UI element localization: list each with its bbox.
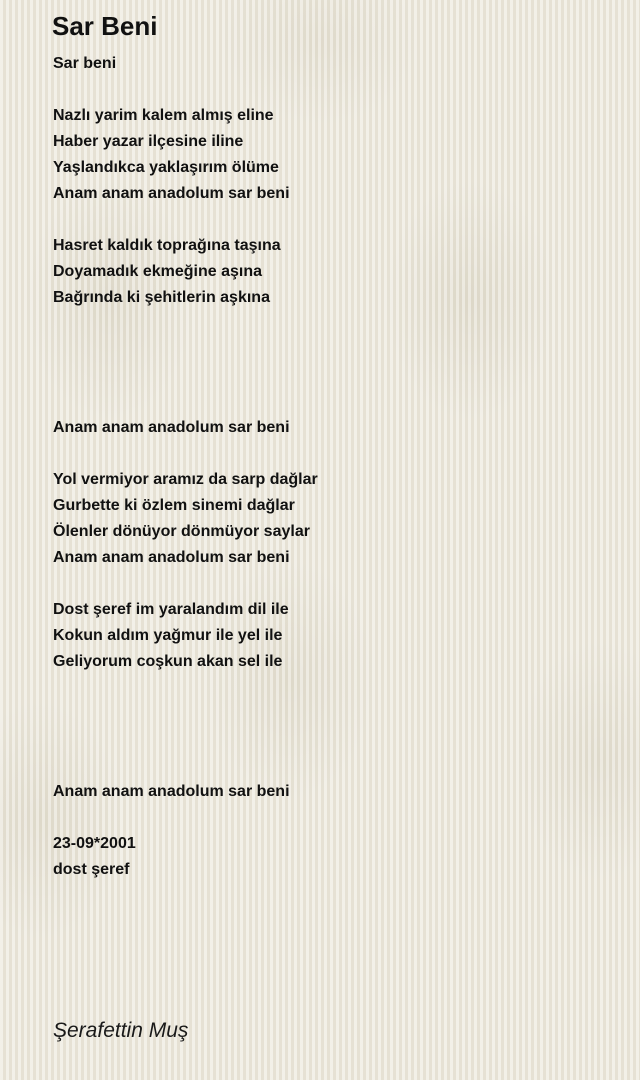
poem-line (53, 753, 613, 779)
poem-line: dost şeref (53, 861, 130, 878)
poem-line (53, 727, 613, 753)
poem-line (53, 337, 613, 363)
poem-line: Gurbette ki özlem sinemi dağlar (53, 497, 295, 514)
poem-line: Yaşlandıkca yaklaşırım ölüme (53, 159, 279, 176)
poem-line: 23-09*2001 (53, 835, 136, 852)
poem-line: Doyamadık ekmeğine aşına (53, 263, 262, 280)
poem-line: Anam anam anadolum sar beni (53, 419, 290, 436)
poem-line (53, 805, 613, 831)
poem-line (53, 441, 613, 467)
poem-line: Yol vermiyor aramız da sarp dağlar (53, 471, 318, 488)
poem-line: Nazlı yarim kalem almış eline (53, 107, 274, 124)
poem-line: Dost şeref im yaralandım dil ile (53, 601, 289, 618)
poem-line (53, 571, 613, 597)
poem-body (53, 51, 613, 883)
poem-line (53, 363, 613, 389)
poem-title: Sar Beni (52, 11, 158, 41)
poem-author: Şerafettin Muş (53, 1019, 189, 1042)
poem-line (53, 207, 613, 233)
poem-line: Sar beni (53, 55, 117, 72)
poem-line: Anam anam anadolum sar beni (53, 185, 290, 202)
poem-line (53, 701, 613, 727)
poem-line: Bağrında ki şehitlerin aşkına (53, 289, 270, 306)
poem-line: Geliyorum coşkun akan sel ile (53, 653, 283, 670)
poem-line: Kokun aldım yağmur ile yel ile (53, 627, 283, 644)
poem-line (53, 675, 613, 701)
poem-line (53, 77, 613, 103)
poem-line (53, 311, 613, 337)
poem-line (53, 389, 613, 415)
poem-line: Anam anam anadolum sar beni (53, 783, 290, 800)
poem-line: Ölenler dönüyor dönmüyor saylar (53, 523, 310, 540)
poem-line: Hasret kaldık toprağına taşına (53, 237, 281, 254)
poem-line: Haber yazar ilçesine iline (53, 133, 244, 150)
poem-line: Anam anam anadolum sar beni (53, 549, 290, 566)
